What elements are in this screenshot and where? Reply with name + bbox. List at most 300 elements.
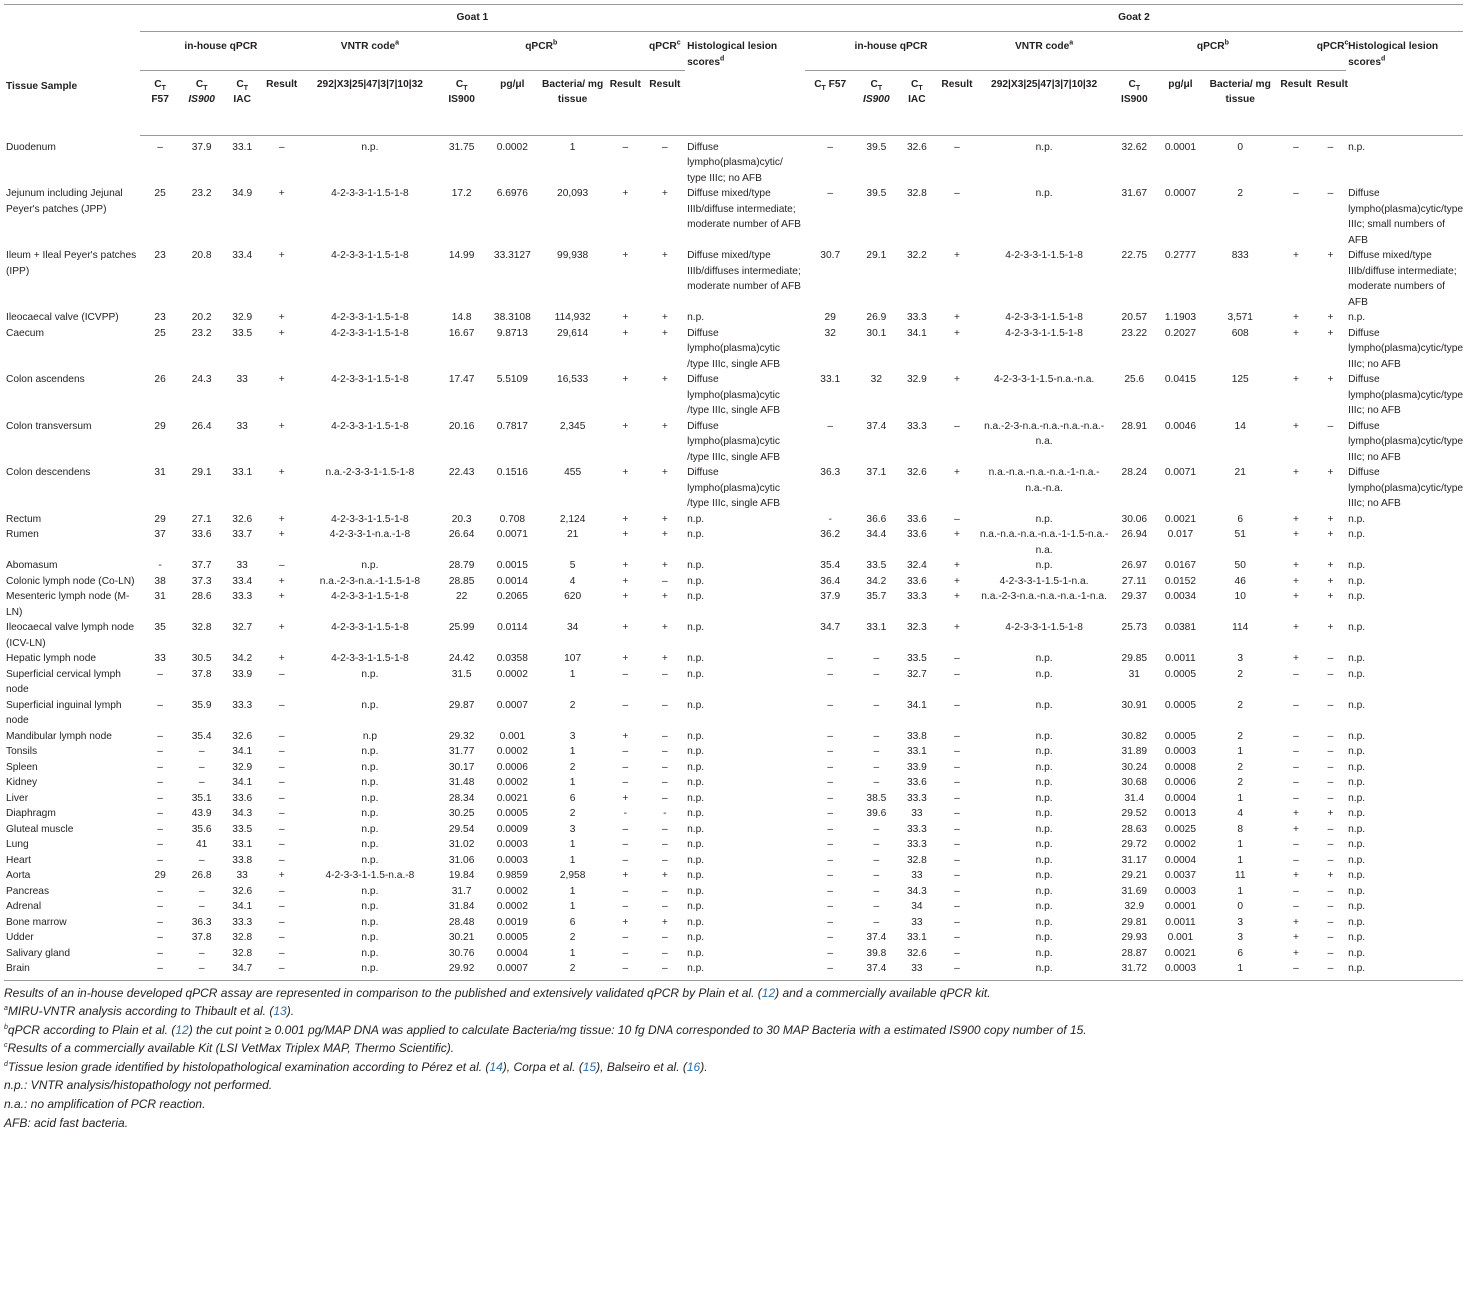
g1-ct-f57-cell: 29: [154, 870, 166, 881]
g2-qpcr-ct-cell: 30.24: [1121, 761, 1148, 773]
g2-ct-f57-cell: 36.3: [820, 467, 841, 478]
g1-qpcr-ct-cell: 22.43: [448, 467, 475, 478]
ref-link[interactable]: 12: [761, 985, 776, 1000]
tissue-sample-cell: Ileocaecal valve (ICVPP): [6, 312, 119, 323]
g1-qpcr-ct-cell: 30.76: [448, 947, 475, 959]
g2-ct-is900-cell: 30.1: [866, 327, 887, 339]
g1-qpcr-result-cell: –: [622, 746, 629, 757]
g1-qpcr-result-cell: –: [622, 823, 629, 835]
g2-ct-iac-cell: 33: [911, 916, 923, 928]
ref-link[interactable]: 14: [489, 1059, 503, 1074]
g1-ct-f57-cell: 38: [154, 575, 166, 587]
g1-qpcr-result-cell: +: [622, 792, 629, 804]
g1-ct-is900-cell: 23.2: [191, 188, 212, 199]
g2-qpcr-ct-cell: 23.22: [1121, 327, 1148, 339]
g2-qpcr-result-cell: –: [1293, 792, 1299, 804]
g2-vntr-cell: n.p.: [1035, 761, 1053, 773]
g2-ct-iac-cell: 34.1: [906, 699, 927, 711]
g2-ct-f57-cell: –: [827, 839, 834, 850]
g2-vntr-cell: 4-2-3-3-1-1.5-1-8: [1005, 250, 1083, 261]
g1-bacteria-mg-cell: 1: [569, 854, 576, 866]
g1-qpcr-result-cell: –: [622, 839, 629, 850]
g1-ct-f57-cell: 25: [154, 327, 166, 339]
g1-result-cell: +: [278, 513, 285, 525]
g1-ct-f57-cell: 29: [154, 420, 166, 432]
g2-ct-is900-cell: –: [873, 916, 880, 928]
g1-qpcr-result-cell: +: [622, 529, 629, 540]
table-row: [4, 853, 1463, 869]
g2-histology-cell: n.p.: [1348, 746, 1366, 757]
g1-pg-ul-cell: 6.6976: [496, 188, 528, 199]
table-row: [4, 140, 1463, 187]
g2-histology-cell: n.p.: [1348, 699, 1366, 711]
g1-ct-f57-cell: 23: [154, 250, 166, 261]
g1-histology-cell: Diffuse mixed/type IIIb/diffuse intermediate; moderate number of AFB: [687, 188, 801, 230]
g1-qpcr-result-header: Result: [606, 70, 645, 135]
g2-bacteria-mg-cell: 21: [1234, 467, 1246, 478]
g2-qpcr-ct-cell: 25.6: [1124, 374, 1145, 385]
g1-vntr-cell: n.p.: [361, 823, 379, 835]
g2-ct-is900-cell: 39.5: [866, 141, 887, 153]
g2-pg-ul-cell: 0.0021: [1164, 513, 1196, 525]
g2-qpcr-result-cell: +: [1292, 560, 1299, 571]
g2-ct-f57-cell: 32: [824, 327, 836, 339]
ref-link[interactable]: 15: [582, 1059, 597, 1074]
g1-qpcr-result-cell: –: [622, 668, 629, 680]
g1-qpcr-c-result-cell: –: [662, 947, 668, 959]
g1-ct-f57-cell: 37: [154, 529, 166, 540]
g2-result-cell: –: [954, 699, 960, 711]
g1-qpcr-c-result-cell: –: [662, 932, 668, 943]
g2-histology-cell: n.p.: [1348, 730, 1366, 742]
g2-qpcr-ct-cell: 31.4: [1124, 792, 1145, 804]
g2-qpcr-c-result-cell: +: [1327, 312, 1334, 323]
g1-qpcr-ct-cell: 20.3: [451, 513, 472, 525]
g1-result-cell: +: [278, 374, 285, 385]
g1-bacteria-mg-cell: 4: [569, 575, 576, 587]
g1-bacteria-header: Bacteria/ mg tissue: [539, 70, 606, 135]
tissue-sample-cell: Colon transversum: [6, 420, 92, 432]
g2-histology-cell: Diffuse lympho(plasma)cytic/type IIIc; no AFB: [1348, 420, 1464, 463]
g2-vntr-cell: n.p.: [1035, 730, 1053, 742]
g1-qpcr-ct-header: $C_T$ IS900: [438, 70, 486, 135]
g1-ct-iac-cell: 33.3: [232, 591, 253, 602]
g1-ct-iac-cell: 32.7: [232, 622, 253, 633]
g1-histology-cell: n.p.: [687, 746, 705, 757]
g2-ct-is900-cell: –: [873, 823, 880, 835]
table-row: [4, 946, 1463, 962]
g2-histology-cell: n.p.: [1348, 622, 1366, 633]
g2-ct-f57-cell: –: [827, 854, 834, 866]
g2-qpcr-ct-cell: 31.89: [1121, 746, 1148, 757]
g1-bacteria-mg-cell: 34: [566, 622, 579, 633]
g1-pg-ul-cell: 0.0358: [496, 653, 528, 664]
tissue-sample-cell: Colon ascendens: [6, 374, 85, 385]
g1-vntr-cell: n.p.: [361, 901, 379, 912]
g1-histo-header: Histological lesion scores$^d$: [687, 41, 778, 68]
g2-ct-is900-cell: 32: [870, 374, 882, 385]
g1-vntr-cell: 4-2-3-3-1-1.5-1-8: [331, 513, 409, 525]
g1-qpcr-ct-cell: 31.7: [451, 885, 472, 897]
g1-pg-ul-cell: 0.0021: [496, 792, 528, 804]
g1-result-cell: –: [278, 854, 285, 866]
g2-histology-cell: Diffuse mixed/type IIIb/diffuse intermediate; moderate numbers of AFB: [1348, 250, 1457, 308]
g1-histology-cell: n.p.: [687, 947, 705, 959]
tissue-sample-cell: Ileocaecal valve lymph node (ICV-LN): [6, 622, 134, 649]
g2-bacteria-mg-cell: 1: [1237, 792, 1244, 804]
g2-ct-f57-cell: –: [827, 420, 834, 432]
g1-qpcr-ct-cell: 28.48: [448, 916, 475, 928]
g1-ct-iac-cell: 33.8: [232, 854, 253, 866]
g2-ct-is900-cell: 37.4: [866, 932, 887, 943]
g2-histology-cell: n.p.: [1348, 653, 1366, 664]
g2-pg-ul-cell: 0.0381: [1164, 622, 1196, 633]
g2-qpcr-result-cell: +: [1292, 575, 1299, 587]
goat2-header: Goat 2: [805, 5, 1463, 32]
g1-qpcr-result-cell: -: [623, 808, 628, 819]
g1-pg-ul-cell: 0.0003: [496, 839, 528, 850]
tissue-sample-cell: Liver: [6, 792, 29, 804]
g1-vntr-cell: n.p: [362, 730, 377, 742]
g1-ct-is900-cell: 35.6: [191, 823, 212, 835]
table-row: [4, 465, 1463, 512]
g1-pg-ul-cell: 0.0014: [496, 575, 528, 587]
g2-ct-is900-cell: –: [873, 839, 880, 850]
g1-pg-ul-cell: 9.8713: [496, 327, 528, 339]
g2-pg-ul-cell: 0.0006: [1164, 777, 1196, 788]
g2-vntr-cell: n.p.: [1035, 699, 1053, 711]
g2-ct-is900-cell: 29.1: [866, 250, 887, 261]
g2-histology-cell: n.p.: [1348, 513, 1366, 525]
g2-vntr-cell: n.a.-2-3-n.a.-n.a.-n.a.-1-n.a.: [981, 591, 1107, 602]
g2-result-cell: –: [954, 932, 960, 943]
g1-ct-is900-cell: 36.3: [191, 916, 212, 928]
g1-ct-f57-cell: 26: [154, 374, 166, 385]
g1-qpcr-ct-cell: 31.77: [448, 746, 475, 757]
g2-ct-is900-cell: 34.4: [866, 529, 887, 540]
g2-qpcr-result-cell: +: [1292, 916, 1299, 928]
table-row: [4, 729, 1463, 745]
g2-qpcr-c-result-cell: +: [1327, 467, 1334, 478]
g2-ct-is900-cell: 39.8: [866, 947, 887, 959]
g2-ct-f57-cell: –: [827, 141, 834, 153]
g2-result-cell: +: [953, 312, 960, 323]
g2-ct-iac-cell: 34.3: [906, 885, 927, 897]
g1-histology-cell: n.p.: [687, 653, 705, 664]
g1-ct-iac-cell: 33.5: [232, 823, 253, 835]
g1-pg-ul-cell: 0.0004: [496, 947, 528, 959]
g2-qpcr-ct-cell: 29.21: [1121, 870, 1148, 881]
g2-histology-cell: n.p.: [1348, 560, 1366, 571]
g2-pg-ul-cell: 0.0011: [1165, 653, 1196, 664]
g2-qpcr-result-cell: +: [1292, 947, 1299, 959]
g2-pg-ul-cell: 0.017: [1167, 529, 1194, 540]
g2-qpcr-c-result-cell: –: [1315, 961, 1346, 980]
g2-vntr-cell: 4-2-3-3-1-1.5-1-8: [1005, 312, 1083, 323]
g1-qpcr-ct-cell: 26.64: [448, 529, 475, 540]
g1-ct-iac-cell: 34.7: [223, 961, 262, 980]
table-row: [4, 186, 1463, 248]
g2-result-cell: +: [953, 374, 960, 385]
g1-ct-is900-cell: 41: [195, 839, 208, 850]
g2-bacteria-mg-cell: 2: [1237, 730, 1244, 742]
table-row: [4, 248, 1463, 310]
g1-pg-ul-cell: 0.001: [499, 730, 526, 742]
g2-qpcr-ct-cell: 28.63: [1121, 823, 1148, 835]
g2-qpcr-result-cell: –: [1293, 777, 1299, 788]
g1-qpcr-result-cell: +: [622, 374, 629, 385]
g1-ct-iac-header: $C_T$ IAC: [223, 70, 262, 135]
g1-vntr-cell: n.p.: [302, 961, 438, 980]
g1-qpcr-c-result-cell: +: [661, 420, 668, 432]
g2-ct-is900-cell: –: [873, 730, 880, 742]
g2-ct-is900-cell: –: [873, 777, 880, 788]
table-row: [4, 884, 1463, 900]
g2-ct-is900-cell: –: [873, 870, 880, 881]
g1-result-cell: –: [278, 839, 285, 850]
g1-histology-cell: Diffuse lympho(plasma)cytic /type IIIc, single AFB: [687, 327, 781, 370]
g2-ct-iac-cell: 32.6: [906, 467, 927, 478]
ref-link[interactable]: 16: [686, 1059, 701, 1074]
g1-ct-f57-cell: 29: [154, 513, 166, 525]
g1-bacteria-mg-cell: 99,938: [557, 250, 589, 261]
g2-pg-ul-cell: 0.0025: [1164, 823, 1196, 835]
g2-ct-iac-cell: 33.6: [906, 513, 927, 525]
g2-ct-f57-cell: –: [827, 653, 834, 664]
footnote-d: $^d$Tissue lesion grade identified by histolopathological examination according to Pérez et al. (14), Corpa et al. (15), Balseiro et al. (16).: [4, 1059, 708, 1074]
g1-pg-ul-cell: 0.0019: [496, 916, 528, 928]
g2-pg-ul-cell: 0.0007: [1164, 188, 1196, 199]
g1-ct-iac-cell: 33.3: [232, 916, 253, 928]
g1-ct-iac-cell: 33: [236, 870, 248, 881]
g2-result-cell: +: [953, 622, 960, 633]
g1-histology-cell: n.p.: [687, 932, 705, 943]
g2-qpcr-c-result-cell: +: [1327, 591, 1334, 602]
g1-ct-is900-cell: 20.8: [191, 250, 212, 261]
g2-histology-cell: Diffuse lympho(plasma)cytic/type IIIc; no AFB: [1348, 327, 1464, 370]
g1-result-cell: +: [278, 327, 285, 339]
g1-vntr-cell: 4-2-3-3-1-1.5-1-8: [331, 622, 409, 633]
g2-qpcr-result-cell: –: [1293, 668, 1299, 680]
g2-histology-cell: n.p.: [1348, 932, 1366, 943]
g2-result-cell: –: [954, 854, 960, 866]
g1-ct-f57-cell: –: [157, 885, 163, 897]
g2-bacteria-mg-cell: 6: [1237, 513, 1244, 525]
g1-ct-f57-cell: 31: [154, 467, 166, 478]
g1-result-cell: +: [278, 622, 285, 633]
g2-vntr-cell: n.p.: [1035, 188, 1053, 199]
g2-qpcr-c-result-cell: –: [1327, 730, 1334, 742]
g1-qpcr-ct-cell: 29.87: [448, 699, 475, 711]
g2-ct-is900-header: $C_T$ IS900: [856, 70, 898, 135]
ref-link[interactable]: 12: [175, 1022, 189, 1037]
g2-histology-cell: Diffuse lympho(plasma)cytic/type IIIc; no AFB: [1348, 467, 1464, 509]
g1-ct-is900-header: $C_T$ IS900: [180, 70, 223, 135]
g2-result-cell: –: [954, 761, 960, 773]
g1-qpcr-result-cell: +: [622, 250, 629, 261]
g1-ct-iac-cell: 33.1: [232, 467, 253, 478]
g2-pg-ul-cell: 0.0005: [1164, 699, 1196, 711]
g1-qpcr-c-result-cell: –: [662, 730, 668, 742]
g1-qpcr-result-cell: +: [622, 653, 629, 664]
g1-qpcr-result-cell: +: [622, 591, 629, 602]
g1-bacteria-mg-cell: 29,614: [557, 327, 589, 339]
g2-qpcr-result-cell: +: [1292, 420, 1299, 432]
g2-ct-f57-cell: 36.4: [820, 575, 841, 587]
g1-qpcr-result-cell: +: [622, 467, 629, 478]
g2-ct-is900-cell: 37.4: [866, 420, 887, 432]
tissue-sample-cell: Gluteal muscle: [6, 823, 74, 835]
g1-qpcr-c-result-cell: +: [661, 870, 668, 881]
g2-qpcr-c-result-cell: –: [1327, 653, 1334, 664]
g1-ct-iac-cell: 33.3: [232, 699, 253, 711]
g1-qpcr-ct-cell: 31.5: [451, 668, 472, 680]
tissue-sample-cell: Superficial cervical lymph node: [6, 668, 121, 695]
g2-ct-iac-cell: 34: [911, 901, 923, 912]
g2-result-cell: +: [953, 250, 960, 261]
g2-histology-cell: Diffuse lympho(plasma)cytic/type IIIc; small numbers of AFB: [1348, 188, 1464, 246]
g2-ct-iac-cell: 32.6: [906, 141, 927, 153]
g1-qpcr-c-result-cell: –: [662, 901, 668, 912]
g2-ct-f57-cell: –: [827, 916, 834, 928]
g2-qpcr-result-cell: –: [1293, 761, 1299, 773]
table-row: [4, 837, 1463, 853]
tissue-sample-cell: Mandibular lymph node: [6, 730, 112, 742]
g2-vntr-cell: 4-2-3-3-1-1.5-1-8: [1005, 327, 1083, 339]
tissue-sample-cell: Superficial inguinal lymph node: [6, 699, 122, 726]
table-row: [4, 744, 1463, 760]
g2-bacteria-mg-cell: 10: [1234, 591, 1246, 602]
g2-qpcr-ct-cell: 29.72: [1121, 839, 1148, 850]
g1-pg-ul-cell: 0.1516: [496, 467, 528, 478]
g1-ct-iac-cell: 33: [236, 560, 248, 571]
g2-ct-iac-cell: 32.8: [906, 854, 927, 866]
g1-qpcr-ct-cell: 19.84: [448, 870, 475, 881]
g2-qpcr-result-header: Result: [1277, 70, 1315, 135]
tissue-sample-cell: Tonsils: [6, 746, 38, 757]
g1-bacteria-mg-cell: 2,958: [559, 870, 586, 881]
g1-qpcr-ct-cell: 20.16: [448, 420, 475, 432]
g2-qpcr-result-cell: +: [1292, 932, 1299, 943]
g2-qpcr-ct-cell: 28.24: [1121, 467, 1148, 478]
g2-result-cell: –: [954, 668, 960, 680]
g1-ct-f57-cell: –: [157, 916, 163, 928]
g1-qpcr-c-result-cell: –: [662, 839, 668, 850]
g1-qpcr-result-cell: –: [622, 901, 629, 912]
g1-ct-iac-cell: 34.1: [232, 777, 253, 788]
g2-pg-ul-cell: 0.0071: [1164, 467, 1196, 478]
g2-vntr-cell: n.p.: [1035, 823, 1053, 835]
g2-ct-iac-cell: 33.1: [906, 746, 927, 757]
g1-qpcr-c-result-cell: –: [662, 141, 668, 153]
g2-ct-is900-cell: –: [873, 699, 880, 711]
g2-result-cell: –: [954, 653, 960, 664]
g2-pg-ul-cell: 0.0037: [1164, 870, 1196, 881]
g1-qpcr-result-cell: +: [622, 916, 629, 928]
g1-qpcr-c-result-cell: +: [661, 374, 668, 385]
g2-qpcr-ct-cell: 25.73: [1121, 622, 1148, 633]
g2-pg-header: pg/μl: [1158, 70, 1204, 135]
g1-bacteria-mg-cell: 1: [569, 901, 576, 912]
g1-bacteria-mg-cell: 20,093: [557, 188, 589, 199]
g1-result-cell: –: [278, 777, 285, 788]
g1-qpcr-c-result-cell: +: [661, 916, 668, 928]
g1-pg-ul-cell: 0.0009: [496, 823, 528, 835]
g2-vntr-cell: n.p.: [1035, 792, 1053, 804]
g1-result-cell: –: [278, 699, 285, 711]
g1-ct-is900-cell: 29.1: [191, 467, 212, 478]
g1-result-cell: +: [278, 870, 285, 881]
g2-qpcr-c-result-cell: –: [1327, 761, 1334, 773]
tissue-sample-cell: Pancreas: [6, 885, 50, 897]
table-row: [4, 791, 1463, 807]
g2-bacteria-mg-cell: 14: [1234, 420, 1246, 432]
g2-qpcr-ct-cell: 29.85: [1121, 653, 1148, 664]
g1-pg-header: pg/μl: [485, 70, 539, 135]
g1-ct-iac-cell: 34.1: [232, 746, 253, 757]
g2-histology-cell: n.p.: [1348, 808, 1366, 819]
g2-ct-iac-cell: 32.2: [906, 250, 927, 261]
g2-bacteria-mg-cell: 3: [1237, 916, 1244, 928]
g2-ct-f57-cell: –: [827, 188, 834, 199]
g2-result-cell: +: [953, 560, 960, 571]
g2-vntr-cell: n.p.: [1035, 653, 1053, 664]
g2-ct-is900-cell: 37.4: [856, 961, 898, 980]
g1-ct-iac-cell: 34.2: [232, 653, 253, 664]
g1-histology-cell: n.p.: [687, 777, 705, 788]
tissue-sample-cell: Colon descendens: [6, 467, 91, 478]
table-row: [4, 760, 1463, 776]
g2-result-cell: +: [953, 327, 960, 339]
g1-ct-is900-cell: –: [198, 885, 205, 897]
g1-qpcr-ct-cell: 22: [455, 591, 468, 602]
g1-ct-f57-cell: –: [157, 668, 163, 680]
g2-histology-cell: n.p.: [1348, 823, 1366, 835]
g1-qpcr-c-result-cell: +: [661, 653, 668, 664]
g2-qpcr-b-header: qPCR$^b$: [1111, 32, 1315, 71]
g2-qpcr-c-header: qPCR$^c$: [1315, 32, 1346, 71]
g2-pg-ul-cell: 0.0003: [1164, 746, 1196, 757]
g2-pg-ul-cell: 0.0046: [1164, 420, 1196, 432]
g1-vntr-cell: n.p.: [361, 668, 379, 680]
g1-vntr-cell: n.p.: [361, 777, 379, 788]
g2-ct-iac-cell: 33.3: [906, 839, 927, 850]
g1-bacteria-mg-cell: 5: [569, 560, 576, 571]
ref-link[interactable]: 13: [273, 1004, 287, 1019]
g2-ct-f57-cell: –: [827, 885, 834, 897]
g1-bacteria-mg-cell: 3: [569, 823, 576, 835]
g2-histology-cell: n.p.: [1348, 591, 1366, 602]
g1-bacteria-mg-cell: 1: [569, 839, 576, 850]
footnote-afb: AFB: acid fast bacteria.: [4, 1115, 129, 1130]
g2-vntr-cell: n.a.-n.a.-n.a.-n.a.-1-n.a.-n.a.-n.a.: [988, 467, 1100, 494]
g1-ct-iac-cell: 32.6: [232, 885, 253, 897]
g1-qpcr-result-cell: +: [622, 188, 629, 199]
g2-result-cell: –: [954, 420, 960, 432]
g1-histology-cell: n.p.: [687, 761, 705, 773]
g1-ct-is900-cell: 43.9: [191, 808, 212, 819]
g1-bacteria-mg-cell: 2: [569, 761, 576, 773]
g2-ct-f57-cell: 33.1: [820, 374, 841, 385]
g1-ct-is900-cell: 37.8: [191, 932, 212, 943]
g1-bacteria-mg-cell: 1: [569, 947, 576, 959]
g2-ct-is900-cell: 37.1: [866, 467, 887, 478]
g1-result-cell: +: [278, 188, 285, 199]
g2-result-cell: +: [953, 467, 960, 478]
g1-pg-ul-cell: 0.2065: [496, 591, 528, 602]
g1-qpcr-result-cell: –: [606, 961, 645, 980]
g2-qpcr-c-result-cell: –: [1327, 901, 1334, 912]
